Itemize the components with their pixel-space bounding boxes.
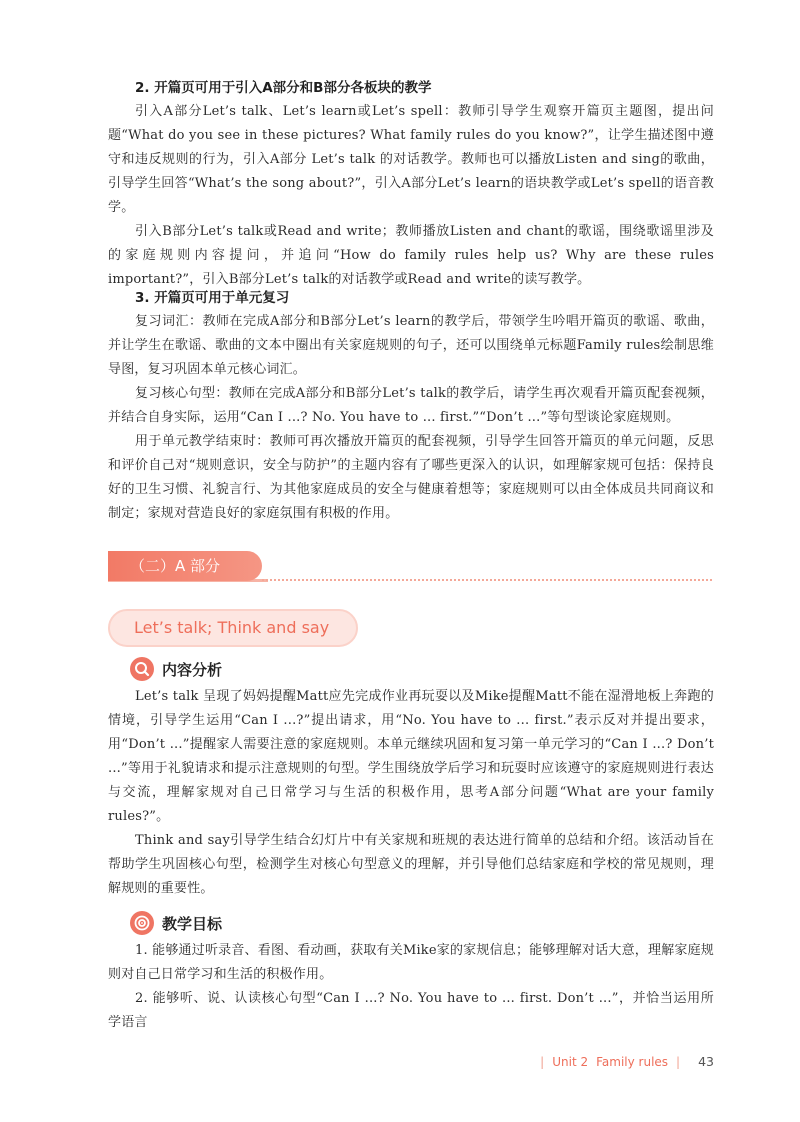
paragraph: 复习词汇：教师在完成A部分和B部分Let’s learn的教学后，带领学生吟唱开篇页的歌谣、歌曲，并让学生在歌谣、歌曲的文本中圈出有关家庭规则的句子，还可以围绕单元标题Family rules绘制思维导图，复习巩固本单元核心词汇。	[108, 314, 714, 377]
paragraph: Let’s talk 呈现了妈妈提醒Matt应先完成作业再玩耍以及Mike提醒Matt不能在湿滑地板上奔跑的情境，引导学生运用“Can I ...?”提出请求，用“No. You have to ... first.”表示反对并提出要求，用“Don’t ...”提醒家人需要注意的家庭规则。本单元继续巩固和复习第一单元学习的“Can I ...? Don’t ...”等用于礼貌请求和提示注意规则的句型。学生围绕放学后学习和玩耍时应该遵守的家庭规则进行表达与交流，理解家规对自己日常学习与生活的积极作用，思考A部分问题“What are your family rules?”。	[108, 689, 714, 824]
goal-item: 1. 能够通过听录音、看图、看动画，获取有关Mike家的家规信息；能够理解对话大意，理解家庭规则对自己日常学习和生活的积极作用。	[108, 943, 714, 982]
section-banner	[0, 551, 800, 583]
goals-heading	[130, 910, 222, 936]
page-footer	[540, 1054, 714, 1069]
footer-divider: |	[540, 1054, 545, 1069]
footer-divider: |	[676, 1054, 681, 1069]
paragraph: 引入A部分Let’s talk、Let’s learn或Let’s spell：教师引导学生观察开篇页主题图，提出问题“What do you see in these pictures? What family rules do you know?”，让学生描述图中遵守和违反规则的行为，引入A部分 Let’s talk 的对话教学。教师也可以播放Listen and sing的歌曲，引导学生回答“What’s the song about?”，引入A部分Let’s learn的语块教学或Let’s spell的语音教学。	[108, 104, 714, 215]
paragraph: Think and say引导学生结合幻灯片中有关家规和班规的表达进行简单的总结和介绍。该活动旨在帮助学生巩固核心句型，检测学生对核心句型意义的理解，并引导他们总结家庭和学校的常见规则，理解规则的重要性。	[108, 833, 714, 896]
subheading-3: 3. 开篇页可用于单元复习	[135, 290, 290, 306]
paragraph: 引入B部分Let’s talk或Read and write；教师播放Listen and chant的歌谣，围绕歌谣里涉及的家庭规则内容提问，并追问“How do family rules help us? Why are these rules important?”，引入B部分Let’s talk的对话教学或Read and write的读写教学。	[108, 224, 714, 287]
magnifier-icon	[130, 657, 154, 681]
page-number: 43	[698, 1054, 714, 1069]
footer-title: Family rules	[596, 1054, 669, 1069]
paragraph: 复习核心句型：教师在完成A部分和B部分Let’s talk的教学后，请学生再次观看开篇页配套视频，并结合自身实际，运用“Can I ...? No. You have to ... first.”“Don’t ...”等句型谈论家庭规则。	[108, 386, 714, 425]
goals-title: 教学目标	[162, 914, 223, 933]
lesson-pill-label: Let’s talk; Think and say	[108, 609, 358, 647]
goal-item: 2. 能够听、说、认读核心句型“Can I ...? No. You have to ... first. Don’t ...”，并恰当运用所学语言	[108, 991, 714, 1030]
analysis-heading	[130, 656, 222, 682]
footer-unit: Unit 2	[552, 1054, 589, 1069]
paragraph: 用于单元教学结束时：教师可再次播放开篇页的配套视频，引导学生回答开篇页的单元问题，反思和评价自己对“规则意识，安全与防护”的主题内容有了哪些更深入的认识，如理解家规可包括：保持良好的卫生习惯、礼貌言行、为其他家庭成员的安全与健康着想等；家庭规则可以由全体成员共同商议和制定；家规对营造良好的家庭氛围有积极的作用。	[108, 434, 714, 521]
section-unit-review	[108, 286, 714, 526]
banner-dotted-line	[262, 579, 712, 581]
analysis-section	[108, 685, 714, 901]
section-banner-label: （二）A 部分	[108, 551, 262, 581]
section-opening-page	[108, 76, 714, 292]
goals-section	[108, 939, 714, 1035]
subheading-2: 2. 开篇页可用于引入A部分和B部分各板块的教学	[135, 80, 432, 96]
analysis-title: 内容分析	[162, 660, 223, 679]
target-icon	[130, 911, 154, 935]
